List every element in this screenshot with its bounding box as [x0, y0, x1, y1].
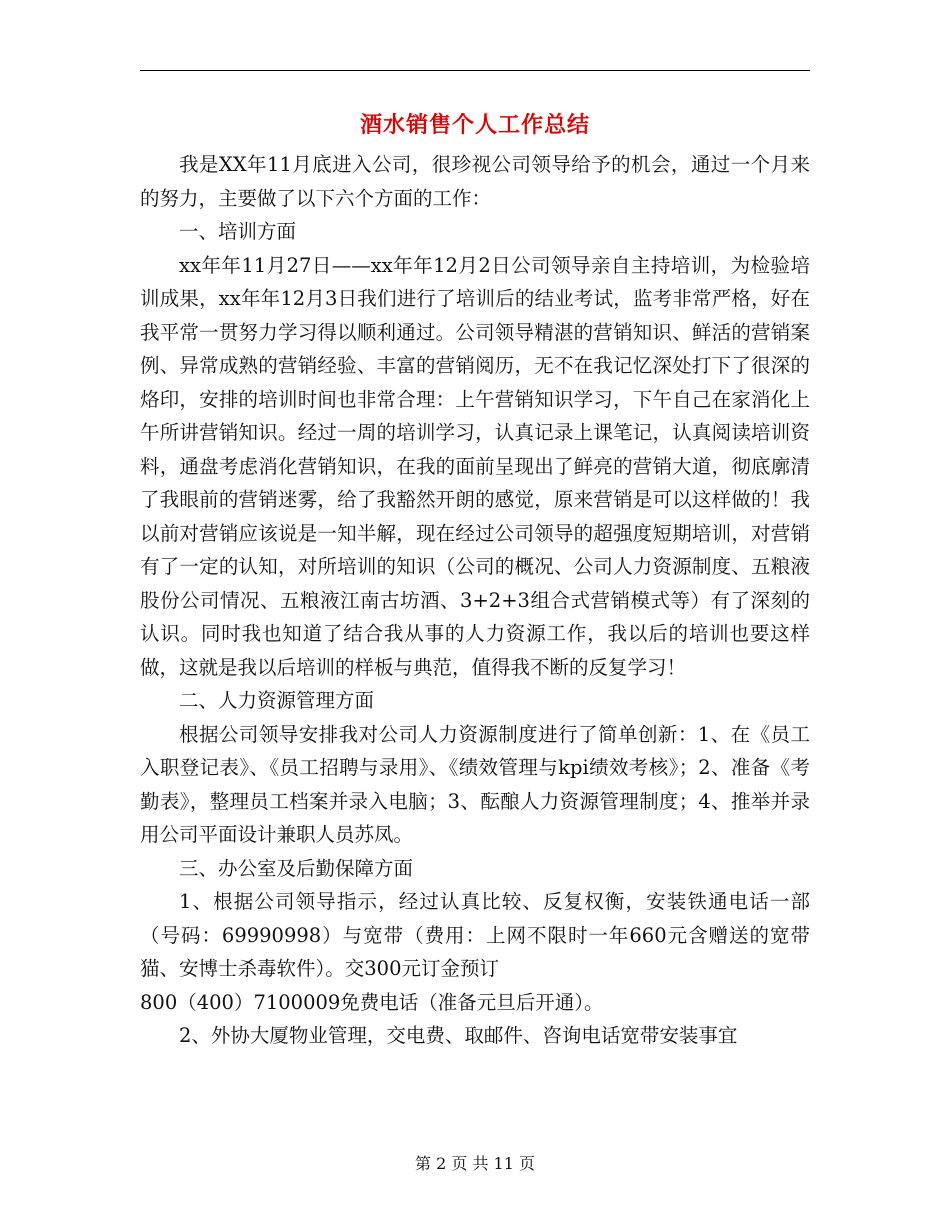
- paragraph-training: xx年年11月27日——xx年年12月2日公司领导亲自主持培训，为检验培训成果，xx年年12月3日我们进行了培训后的结业考试，监考非常严格，好在我平常一贯努力学习得以顺利通过。公司领导精湛的营销知识、鲜活的营销案例、异常成熟的营销经验、丰富的营销阅历，无不在我记忆深处打下了很深的烙印，安排的培训时间也非常合理：上午营销知识学习，下午自己在家消化上午所讲营销知识。经过一周的培训学习，认真记录上课笔记，认真阅读培训资料，通盘考虑消化营销知识，在我的面前呈现出了鲜亮的营销大道，彻底廓清了我眼前的营销迷雾，给了我豁然开朗的感觉，原来营销是可以这样做的！我以前对营销应该说是一知半解，现在经过公司领导的超强度短期培训，对营销有了一定的认知，对所培训的知识（公司的概况、公司人力资源制度、五粮液股份公司情况、五粮液江南古坊酒、3+2+3组合式营销模式等）有了深刻的认识。同时我也知道了结合我从事的人力资源工作，我以后的培训也要这样做，这就是我以后培训的样板与典范，值得我不断的反复学习！: [140, 253, 810, 679]
- paragraph-office-1-continued: 800（400）7100009免费电话（准备元旦后开通）。: [140, 990, 604, 1014]
- document-title: 酒水销售个人工作总结: [359, 112, 590, 138]
- paragraph-office-1: 1、根据公司领导指示，经过认真比较、反复权衡，安装铁通电话一部（号码：69990998）与宽带（费用：上网不限时一年660元含赠送的宽带猫、安博士杀毒软件）。交300元订金预订: [140, 890, 810, 980]
- section-heading-office: 三、办公室及后勤保障方面: [179, 856, 414, 880]
- paragraph-office-2: 2、外协大厦物业管理，交电费、取邮件、咨询电话宽带安装事宜: [179, 1024, 738, 1047]
- page-number-label: 第 2 页 共 11 页: [415, 1154, 535, 1173]
- paragraph-intro: 我是XX年11月底进入公司，很珍视公司领导给予的机会，通过一个月来的努力，主要做了以下六个方面的工作：: [140, 153, 810, 210]
- section-heading-hr: 二、人力资源管理方面: [179, 689, 375, 712]
- section-heading-training: 一、培训方面: [179, 220, 297, 243]
- document-body: [140, 148, 810, 1053]
- header-rule: [140, 70, 810, 71]
- page-footer: [140, 1152, 810, 1176]
- paragraph-hr: 根据公司领导安排我对公司人力资源制度进行了简单创新：1、在《员工入职登记表》、《员工招聘与录用》、《绩效管理与kpi绩效考核》；2、准备《考勤表》，整理员工档案并录入电脑；3、酝酿人力资源管理制度；4、推举并录用公司平面设计兼职人员苏凤。: [140, 722, 810, 846]
